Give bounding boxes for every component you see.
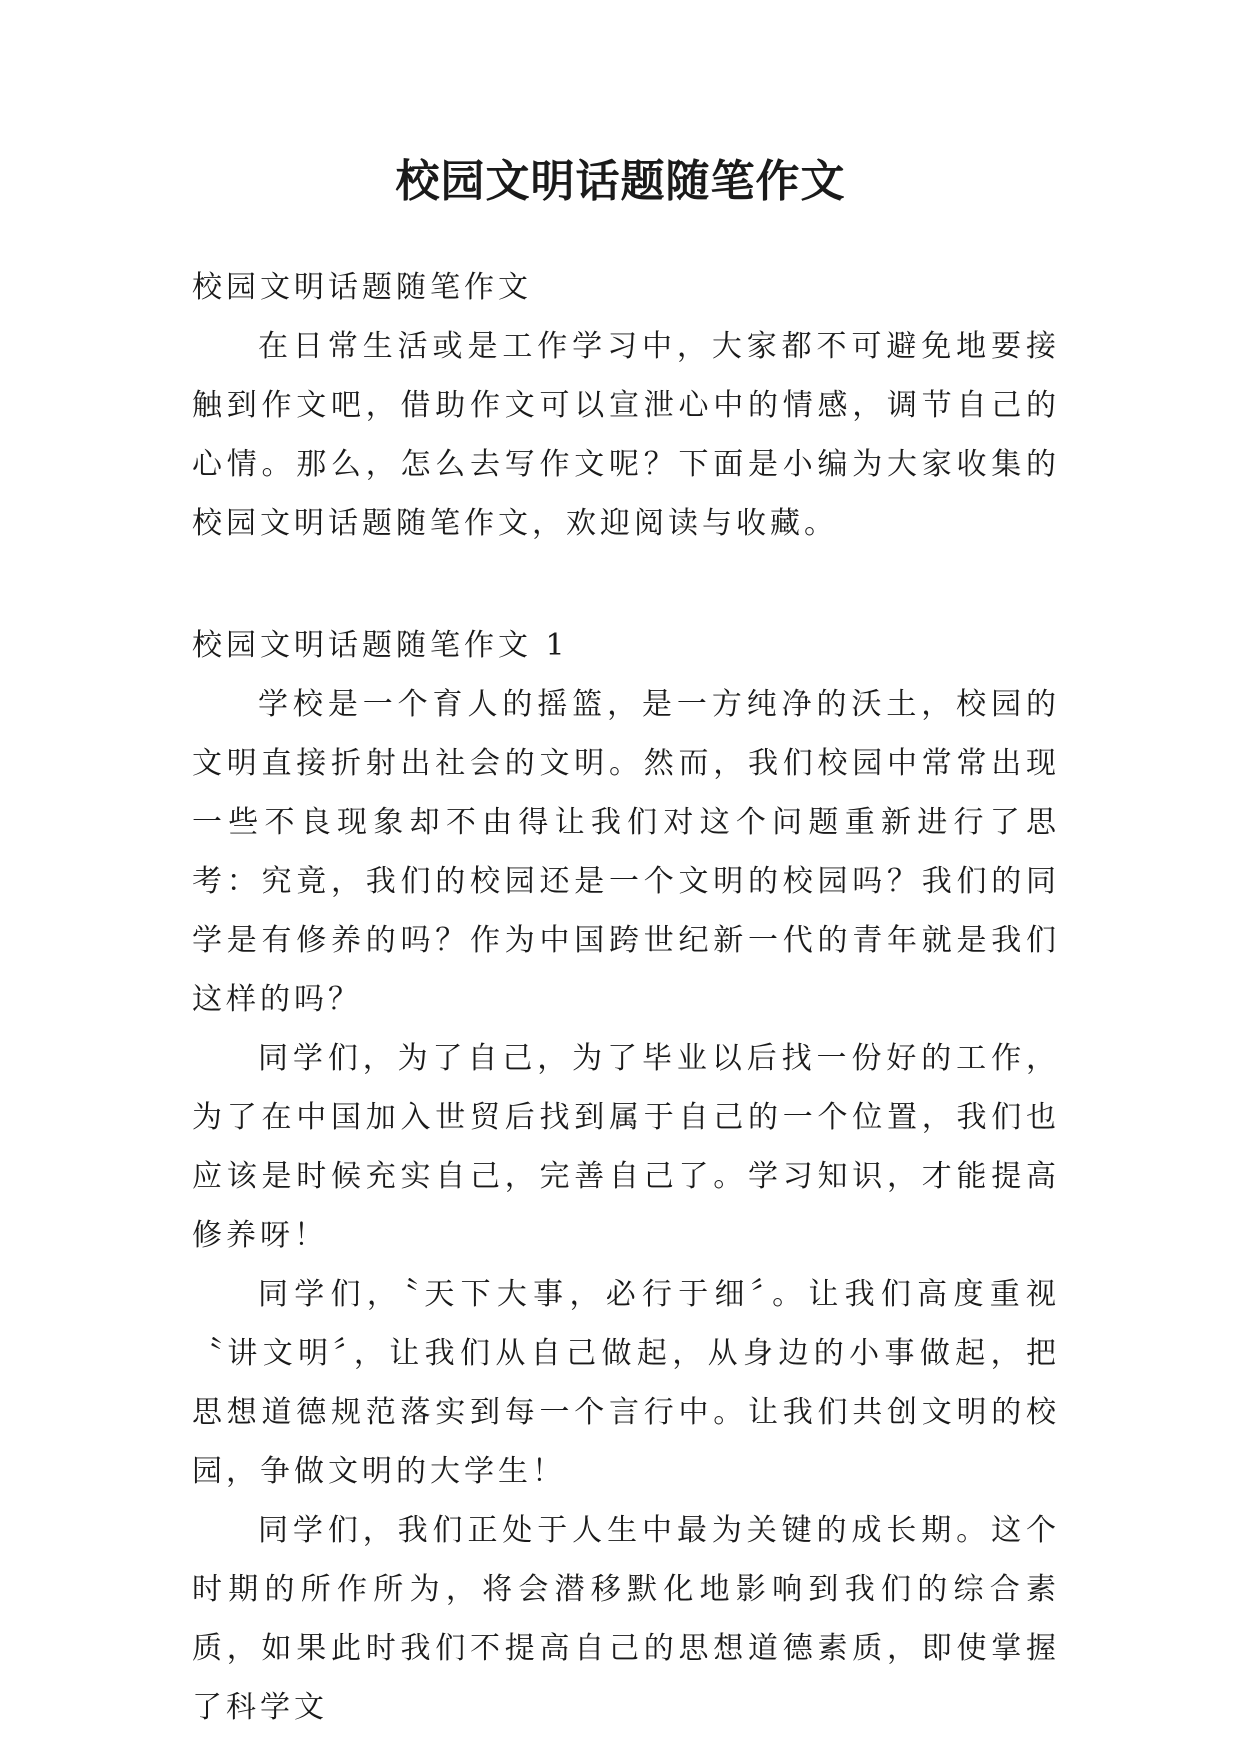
document-body xyxy=(192,258,1060,1737)
section-heading: 校园文明话题随笔作文 1 xyxy=(192,628,569,663)
paragraph-gap xyxy=(192,553,1060,616)
document-title: 校园文明话题随笔作文 xyxy=(395,156,846,207)
intro-paragraph: 在日常生活或是工作学习中，大家都不可避免地要接触到作文吧，借助作文可以宣泄心中的情感，调节自己的心情。那么，怎么去写作文呢？下面是小编为大家收集的校园文明话题随笔作文，欢迎阅读与收藏。 xyxy=(192,329,1060,541)
body-paragraph: 同学们，我们正处于人生中最为关键的成长期。这个时期的所作所为，将会潜移默化地影响到我们的综合素质，如果此时我们不提高自己的思想道德素质，即使掌握了科学文 xyxy=(192,1513,1060,1725)
body-paragraph: 同学们，为了自己，为了毕业以后找一份好的工作，为了在中国加入世贸后找到属于自己的一个位置，我们也应该是时候充实自己，完善自己了。学习知识，才能提高修养呀！ xyxy=(192,1041,1060,1253)
body-paragraph: 同学们，〝天下大事，必行于细〞。让我们高度重视〝讲文明〞，让我们从自己做起，从身边的小事做起，把思想道德规范落实到每一个言行中。让我们共创文明的校园，争做文明的大学生！ xyxy=(192,1277,1060,1489)
document-subtitle: 校园文明话题随笔作文 xyxy=(192,270,532,305)
body-paragraph: 学校是一个育人的摇篮，是一方纯净的沃土，校园的文明直接折射出社会的文明。然而，我们校园中常常出现一些不良现象却不由得让我们对这个问题重新进行了思考：究竟，我们的校园还是一个文明的校园吗？我们的同学是有修养的吗？作为中国跨世纪新一代的青年就是我们这样的吗？ xyxy=(192,687,1060,1017)
